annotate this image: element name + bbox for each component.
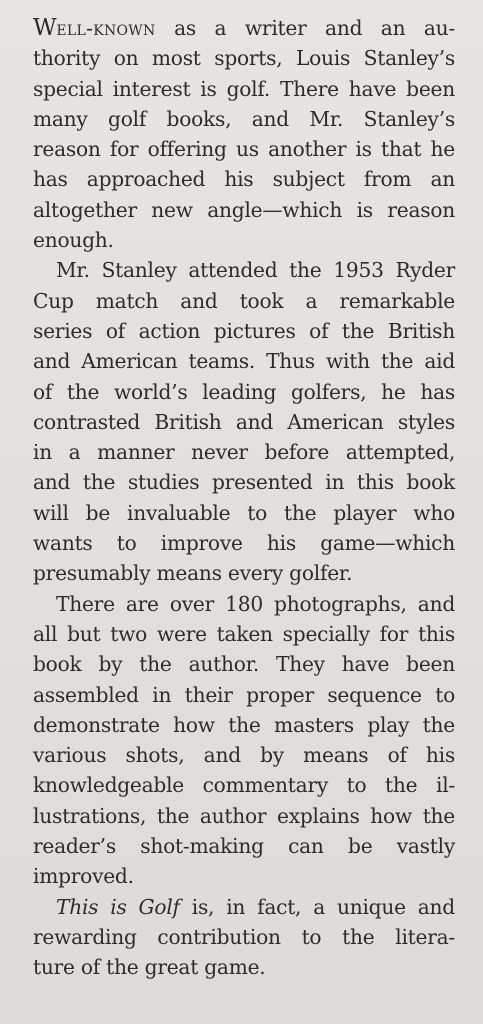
text-line: reason for offering us another is that he [33, 137, 455, 162]
text-line: Cup match and took a remarkable [33, 288, 455, 313]
text-line: knowledgeable commentary to the il- [33, 773, 455, 798]
text-line: many golf books, and Mr. Stanley’s [33, 106, 455, 131]
line-rest: is, in fact, a unique and [179, 894, 455, 919]
text-line: altogether new angle—which is reason [33, 197, 455, 222]
initial-letter: W [33, 15, 57, 41]
text-line [33, 892, 455, 922]
text-line: thority on most sports, Louis Stanley’s [33, 46, 455, 71]
text-line: reader’s shot-making can be vastly [33, 834, 455, 859]
text-line: special interest is golf. There have been [33, 76, 455, 101]
book-title: This is Golf [56, 894, 180, 919]
text-line: book by the author. They have been [33, 652, 455, 677]
text-line: ture of the great game. [33, 955, 266, 980]
line-rest: as a writer and an au- [155, 16, 455, 40]
text-line: There are over 180 photographs, and [56, 591, 455, 616]
text-line: all but two were taken specially for this [33, 621, 455, 646]
text-line: various shots, and by means of his [33, 743, 455, 768]
text-line: and the studies presented in this book [33, 470, 455, 495]
text-line: enough. [33, 228, 114, 253]
text-line: will be invaluable to the player who [33, 500, 455, 525]
text-line: has approached his subject from an [33, 167, 455, 192]
paragraph-4 [33, 892, 455, 983]
paragraph-3 [33, 589, 455, 892]
text-line: Mr. Stanley attended the 1953 Ryder [56, 258, 455, 283]
text-line [33, 13, 455, 43]
text-line: series of action pictures of the British [33, 318, 455, 343]
text-line: wants to improve his game—which [33, 531, 455, 556]
paragraph-1 [33, 13, 455, 255]
jacket-blurb [33, 13, 455, 983]
text-line: assembled in their proper sequence to [33, 682, 455, 707]
text-line: contrasted British and American styles [33, 409, 455, 434]
text-line: presumably means every golfer. [33, 561, 353, 586]
text-line: demonstrate how the masters play the [33, 712, 455, 737]
text-line: rewarding contribution to the litera- [33, 924, 455, 949]
text-line: improved. [33, 864, 134, 889]
text-line: of the world’s leading golfers, he has [33, 379, 455, 404]
smallcaps-lead: ell-known [56, 16, 156, 40]
text-line: in a manner never before attempted, [33, 440, 455, 465]
text-line: and American teams. Thus with the aid [33, 349, 455, 374]
text-line: lustrations, the author explains how the [33, 803, 455, 828]
paragraph-2 [33, 255, 455, 588]
